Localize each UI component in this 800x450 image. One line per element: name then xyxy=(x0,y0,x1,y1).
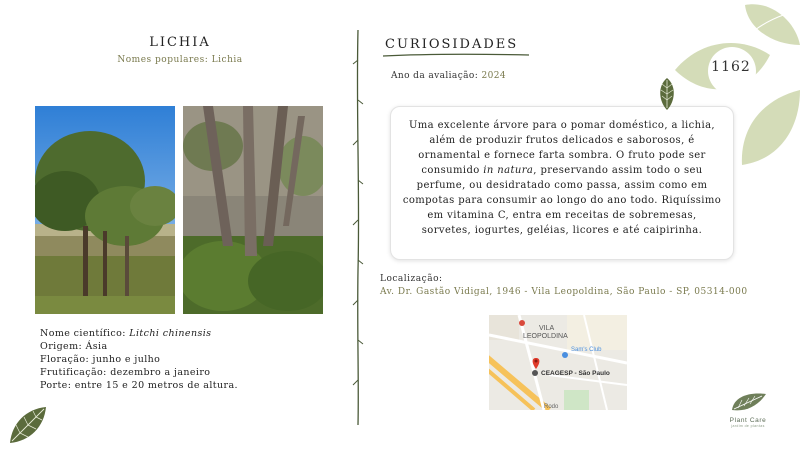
plant-facts xyxy=(40,327,238,392)
place-icon xyxy=(532,370,538,376)
small-leaf-icon xyxy=(657,78,677,110)
flowering-row xyxy=(40,353,238,366)
flowering-value: junho e julho xyxy=(92,354,161,365)
leaf-decoration xyxy=(660,0,800,175)
vine-divider xyxy=(352,30,364,425)
location-label: Localização: xyxy=(380,274,443,284)
map-store-label: Sam's Club xyxy=(571,347,602,353)
size-value: entre 15 e 20 metros de altura. xyxy=(74,380,238,391)
logo-leaf-icon xyxy=(728,390,768,412)
curiosities-text-italic: in natura xyxy=(483,165,534,176)
popular-names-label: Nomes populares: xyxy=(117,55,209,65)
evaluation-year xyxy=(391,71,506,81)
curiosities-text-part2: , preservando assim todo o seu perfume, ou desidratado como passa, assim como em compotas para consumir ao longo do ano todo. Riquíssimo em vitamina C, entra em receitas de sobremesas, sorvetes, iogurtes, geléias, licores e até caipirinha. xyxy=(402,165,722,236)
size-label: Porte: xyxy=(40,380,72,391)
curiosities-text-part1: Uma excelente árvore para o pomar doméstico, a lichia, além de produzir frutos delicados e saborosos, é ornamental e fornece farta sombra. O fruto pode ser consumido xyxy=(408,120,716,176)
plant-name: LICHIA xyxy=(149,35,211,50)
evaluation-year-label: Ano da avaliação: xyxy=(391,71,479,81)
title-underline xyxy=(383,52,529,58)
map-district-label: VILA xyxy=(539,325,555,332)
tree-photo xyxy=(35,106,175,314)
curiosities-title: CURIOSIDADES xyxy=(385,37,519,52)
map-district2-label: LEOPOLDINA xyxy=(523,333,568,340)
logo-tagline: jardim de plantas xyxy=(731,424,765,428)
origin-value: Ásia xyxy=(85,341,108,352)
evaluation-year-value: 2024 xyxy=(481,71,506,81)
plant-code-badge: 1162 xyxy=(711,59,751,75)
size-row xyxy=(40,379,238,392)
flowering-label: Floração: xyxy=(40,354,90,365)
location-address[interactable]: Av. Dr. Gastão Vidigal, 1946 - Vila Leopoldina, São Paulo - SP, 05314-000 xyxy=(380,287,748,297)
scientific-name-value: Litchi chinensis xyxy=(129,328,212,339)
popular-names xyxy=(0,55,360,65)
fruiting-label: Frutificação: xyxy=(40,367,107,378)
popular-names-value: Lichia xyxy=(211,55,243,65)
location-map[interactable] xyxy=(489,315,627,410)
origin-row xyxy=(40,340,238,353)
fruiting-row xyxy=(40,366,238,379)
shop-icon xyxy=(562,352,568,358)
logo-name: Plant Care xyxy=(729,417,767,424)
map-place-label: CEAGESP - São Paulo xyxy=(541,370,610,377)
fruiting-value: dezembro a janeiro xyxy=(110,367,211,378)
poi-icon xyxy=(519,320,525,326)
scientific-name-label: Nome científico: xyxy=(40,328,126,339)
corner-leaf-icon xyxy=(8,405,48,445)
trunk-photo xyxy=(183,106,323,314)
brand-logo xyxy=(718,390,778,435)
scientific-name-row xyxy=(40,327,238,340)
origin-label: Origem: xyxy=(40,341,83,352)
map-road-label: Rodo xyxy=(544,404,559,410)
